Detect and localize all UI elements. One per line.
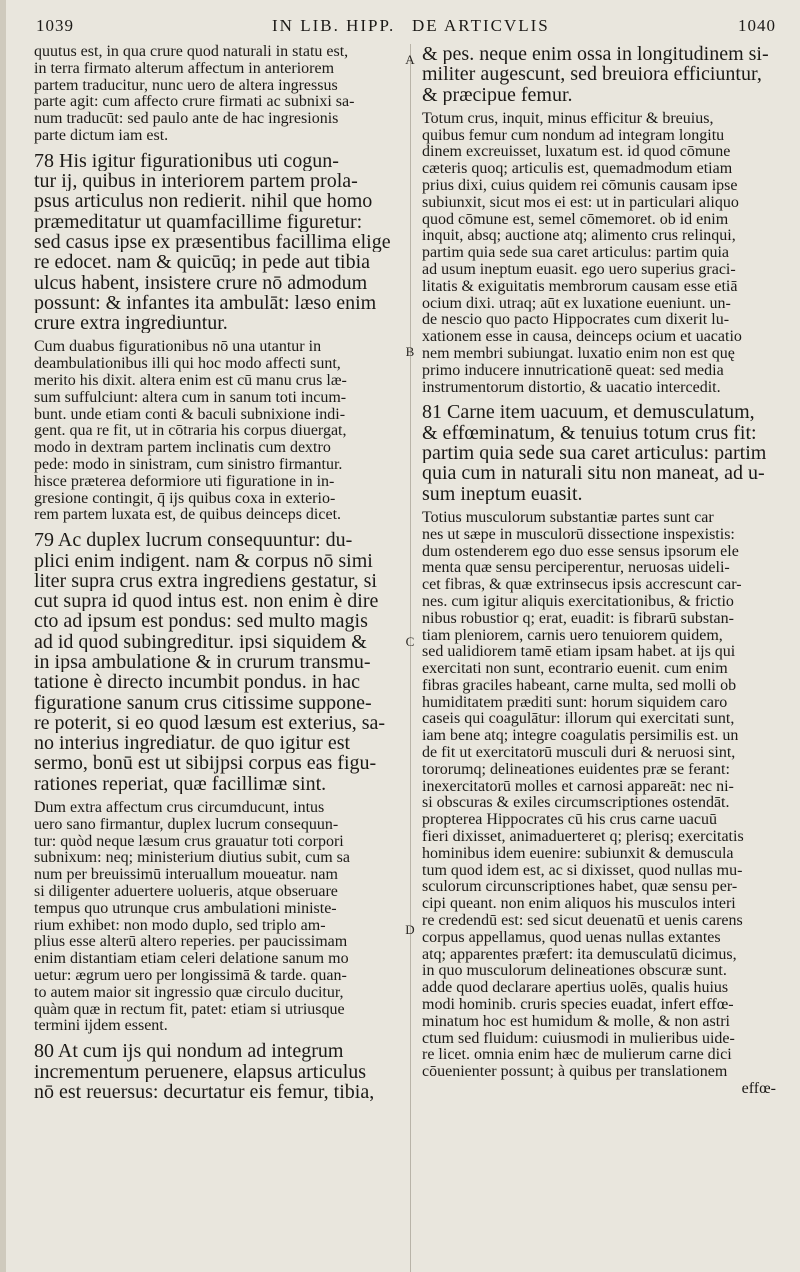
margin-marker-b: B (405, 344, 415, 359)
text-line: partim quia sede sua caret articulus: partim quia (422, 245, 729, 262)
text-line: exercitati non sunt, econtrario euenit. cum enim (422, 661, 728, 678)
text-line: cut supra id quod intus est. non enim è dire (34, 591, 379, 612)
text-line: to autem maior sit ingressio quæ circulo ducitur, (34, 984, 344, 1001)
text-line: atq; apparentes præfert: ita demusculatū dicimus, (422, 946, 737, 963)
text-line: bunt. unde etiam conti & baculi subnixione indi- (34, 406, 346, 423)
text-line: & præcipue femur. (422, 84, 573, 105)
text-line: pede: modo in sinistram, cum sinistro firmantur. (34, 457, 343, 474)
text-line: ad usum ineptum euasit. ego uero superius graci- (422, 262, 736, 279)
text-line: menta quæ sensu perciperentur, neruosas uideli- (422, 560, 730, 577)
right-text-column (422, 44, 776, 1266)
text-line: partem traducitur, nunc uero de altera ingressus (34, 77, 338, 94)
text-line: quod cōmune est, semel cōmemoret. ob id enim (422, 211, 729, 228)
text-line: 81 Carne item uacuum, et demusculatum, (422, 402, 755, 423)
text-line: quutus est, in qua crure quod naturali in statu est, (34, 44, 349, 60)
page-edge (0, 0, 6, 1272)
text-line: Totum crus, inquit, minus efficitur & breuius, (422, 110, 714, 127)
text-line: Totius musculorum substantiæ partes sunt car (422, 509, 714, 526)
margin-marker-a: A (405, 52, 415, 67)
text-line: sed ualidiorem tamē etiam ipsam habet. at ijs qui (422, 644, 736, 661)
text-line: sculorum circunscriptiones habet, quæ sensu per- (422, 879, 738, 896)
text-line: tur ij, quibus in interiorem partem prola- (34, 171, 358, 192)
text-line: Dum extra affectum crus circumducunt, intus (34, 800, 325, 817)
text-line: sed casus ipse ex præsentibus facillima elige (34, 231, 391, 253)
margin-marker-c: C (405, 634, 415, 649)
text-line: de nescio quo pacto Hippocrates cum dixerit lu- (422, 312, 730, 329)
text-line: tur: quòd neque læsum crus grauatur toti corpori (34, 833, 344, 850)
text-line: ulcus habent, insistere crure nō admodum (34, 272, 368, 293)
text-line: parte dictum iam est. (34, 127, 169, 144)
text-line: sermo, bonū est ut sibijpsi corpus eas figu- (34, 753, 377, 774)
text-line: minatum hoc est humidum & molle, & non astri (422, 1013, 730, 1030)
text-line: nes ut sæpe in musculorū dissectione inspexistis: (422, 526, 735, 543)
text-line: ctum sed fluidum: cuiusmodi in mulieribus uide- (422, 1030, 735, 1047)
text-line: militer augescunt, sed breuiora efficiuntur, (422, 64, 762, 85)
text-line: gent. qua re fit, ut in cōtraria his corpus diuergat, (34, 423, 347, 440)
text-line: cōuenienter possunt; à quibus per translationem (422, 1064, 728, 1081)
text-line: nibus robustior q; erat, euadit: is fibrarū substan- (422, 610, 734, 627)
left-page-number: 1039 (36, 16, 74, 35)
text-line: quibus femur cum nondum ad integram longitu (422, 127, 725, 144)
text-line: rationes reperiat, quæ facillimæ sint. (34, 773, 327, 795)
text-line: gresione contingit, q̄ ijs quibus coxa in exterio- (34, 490, 336, 507)
text-line: fieri dixisset, animaduerteret q; plerisq; exercitatis (422, 829, 744, 846)
text-line: termini ijdem essent. (34, 1018, 168, 1035)
text-line: hominibus idem euenire: subiunxit & demuscula (422, 845, 734, 862)
text-line: Cum duabus figurationibus nō una utantur in (34, 339, 322, 356)
text-line: ocium dixi. utraq; aūt ex luxatione eueniunt. un- (422, 295, 731, 312)
text-line: tatione è directo incumbit pondus. in hac (34, 672, 361, 693)
column-gutter (410, 44, 411, 1272)
text-line: effœ- (741, 1081, 776, 1098)
text-line: adde quod declarare apertius uolēs, qualis huius (422, 980, 729, 997)
text-line: dum ostenderem ego duo esse sensus ipsorum ele (422, 543, 739, 560)
text-line: figuratione sanum crus citissime suppone- (34, 692, 372, 713)
text-line: uero sano firmantur, duplex lucrum consequun- (34, 816, 339, 833)
text-line: tempus quo utrunque crus ambulationi ministe- (34, 900, 337, 917)
text-line: cæteris quoq; articulis est, quemadmodum etiam (422, 161, 733, 178)
text-line: quia cum in naturali situ non maneat, ad u- (422, 463, 765, 484)
text-line: tum quod idem est, ac si dixisset, quod nullas mu- (422, 862, 743, 879)
text-line: & pes. neque enim ossa in longitudinem si- (422, 44, 769, 65)
text-line: plius esse alterū altero reperies. per paucissimam (34, 934, 348, 951)
text-line: iam bene atq; integre coagulatis persimilis est. un (422, 728, 739, 745)
text-line: partim quia sede sua caret articulus: partim (422, 443, 767, 464)
text-line: in terra firmato alterum affectum in anteriorem (34, 60, 335, 77)
text-line: prius dixi, cuius quidem rei cōmunis causam ipse (422, 178, 738, 195)
text-line: litatis & exiguitatis membrorum causam esse etiā (422, 278, 738, 295)
text-line: 80 At cum ijs qui nondum ad integrum (34, 1041, 344, 1062)
left-running-title: IN LIB. HIPP. (272, 16, 396, 35)
text-line: de fit ut exercitatorū musculi duri & neruosi sint, (422, 745, 736, 762)
text-line: tiam pleniorem, carnis uero tenuiorem quidem, (422, 627, 723, 644)
text-line: primo inducere innutricationē queat: sed media (422, 362, 724, 379)
text-line: liter supra crus extra ingrediens gestatur, si (34, 570, 377, 592)
text-line: sum suffulciunt: altera cum in sanum toti incum- (34, 389, 347, 406)
text-line: cto ad ipsum est pondus: sed multo magis (34, 611, 368, 632)
text-line: dinem excreuisset, luxatum est. id quod cōmune (422, 144, 731, 161)
text-line: 79 Ac duplex lucrum consequuntur: du- (34, 530, 353, 551)
text-line: si obscuras & exiles circumscriptiones ostendāt. (422, 795, 730, 812)
text-line: num per breuissimū interuallum moueatur. nam (34, 867, 338, 884)
text-line: enim distantiam etiam celeri delatione sanum mo (34, 951, 349, 968)
text-line: quàm quæ in rectum fit, patet: etiam si utriusque (34, 1001, 345, 1018)
text-line: plici enim indigent. nam & corpus nō simi (34, 550, 373, 571)
text-line: subnixum: neq; ministerium diutius subit, cum sa (34, 850, 350, 867)
text-line: cipi queant. non enim aliquos his musculos interi (422, 896, 736, 913)
text-line: ad id quod subingreditur. ipsi siquidem & (34, 631, 367, 652)
text-line: cet fibras, & quæ extrinsecus ipsis accrescunt car- (422, 577, 742, 594)
text-line: tororumq; delineationes euidentes præ se ferant: (422, 761, 730, 778)
text-line: hisce præterea deformiore uti figuratione in in- (34, 473, 335, 490)
text-line: & effœminatum, & tenuius totum crus fit: (422, 422, 757, 444)
text-line: re edocet. nam & quicūq; in pede aut tibia (34, 252, 370, 273)
text-line: rium exhibet: non modo duplo, sed triplo am- (34, 917, 326, 934)
text-line: rem partem luxata est, de quibus deinceps dicet. (34, 507, 342, 524)
text-line: parte agit: cum affecto crure firmati ac subnixi sa- (34, 94, 355, 111)
text-line: propterea Hippocrates cū his crus carne uacuū (422, 812, 717, 829)
text-line: 78 His igitur figurationibus uti cogun- (34, 150, 339, 172)
text-line: possunt: & infantes ita ambulāt: læso enim (34, 292, 377, 314)
right-running-title: DE ARTICVLIS (412, 16, 550, 35)
text-line: instrumentorum distortio, & uacatio intercedit. (422, 379, 721, 396)
right-page-number: 1040 (738, 16, 776, 35)
text-line: præmeditatur ut quamfacillime figuretur: (34, 211, 363, 232)
text-line: fibras graciles habeant, carne multa, sed molli ob (422, 677, 737, 694)
text-line: merito his dixit. altera enim est cū manu crus læ- (34, 373, 347, 390)
text-line: deambulationibus illi qui hoc modo affecti sunt, (34, 356, 341, 373)
text-line: corpus appellamus, quod uenas nullas extantes (422, 929, 721, 946)
text-line: re poterit, si eo quod læsum est exterius, sa- (34, 712, 386, 734)
text-line: nes. cum igitur aliquis exercitationibus, & frictio (422, 593, 734, 610)
text-line: num traducūt: sed paulo ante de hac ingresionis (34, 111, 339, 128)
text-line: inquit, absq; auctione atq; alimento crus relinqui, (422, 228, 736, 245)
text-line: subiunxit, sicut mos ei est: ut in particulari aliquo (422, 194, 739, 211)
text-line: si diligenter aduertere uolueris, atque obseruare (34, 884, 338, 901)
text-line: inexercitatorū molles et carnosi appareāt: nec ni- (422, 778, 734, 795)
text-line: re licet. omnia enim hæc de mulierum carne dici (422, 1047, 732, 1064)
text-line: sum ineptum euasit. (422, 483, 583, 504)
text-line: psus articulus non redierit. nihil que homo (34, 191, 373, 212)
text-line: no interius ingrediatur. de quo igitur est (34, 733, 351, 754)
text-line: xationem esse in causa, deinceps ocium et uacatio (422, 329, 742, 346)
text-line: re credendū est: sed sicut deuenatū et uenis carens (422, 913, 743, 930)
text-line: nem membri subiungat. luxatio enim non est quę (422, 346, 735, 363)
left-text-column (34, 44, 396, 1266)
text-line: in quo musculorum delineationes obscuræ sunt. (422, 963, 727, 980)
text-line: incrementum peruenere, elapsus articulus (34, 1061, 367, 1082)
running-header (30, 6, 776, 40)
text-line: modo in dextram partem inclinatis cum dextro (34, 440, 331, 457)
text-line: humiditatem præditi sunt: horum siquidem caro (422, 694, 728, 711)
text-line: uetur: ægrum uero per longissimā & tarde. quan- (34, 968, 347, 985)
text-line: nō est reuersus: decurtatur eis femur, tibia, (34, 1081, 375, 1103)
text-line: in ipsa ambulatione & in crurum transmu- (34, 652, 371, 673)
text-line: caseis qui coagulātur: illorum qui exercitati sunt, (422, 711, 735, 728)
text-line: crure extra ingrediuntur. (34, 313, 228, 334)
text-line: modi hominib. cruris species euadat, infert effœ- (422, 997, 734, 1014)
margin-marker-d: D (405, 922, 415, 937)
